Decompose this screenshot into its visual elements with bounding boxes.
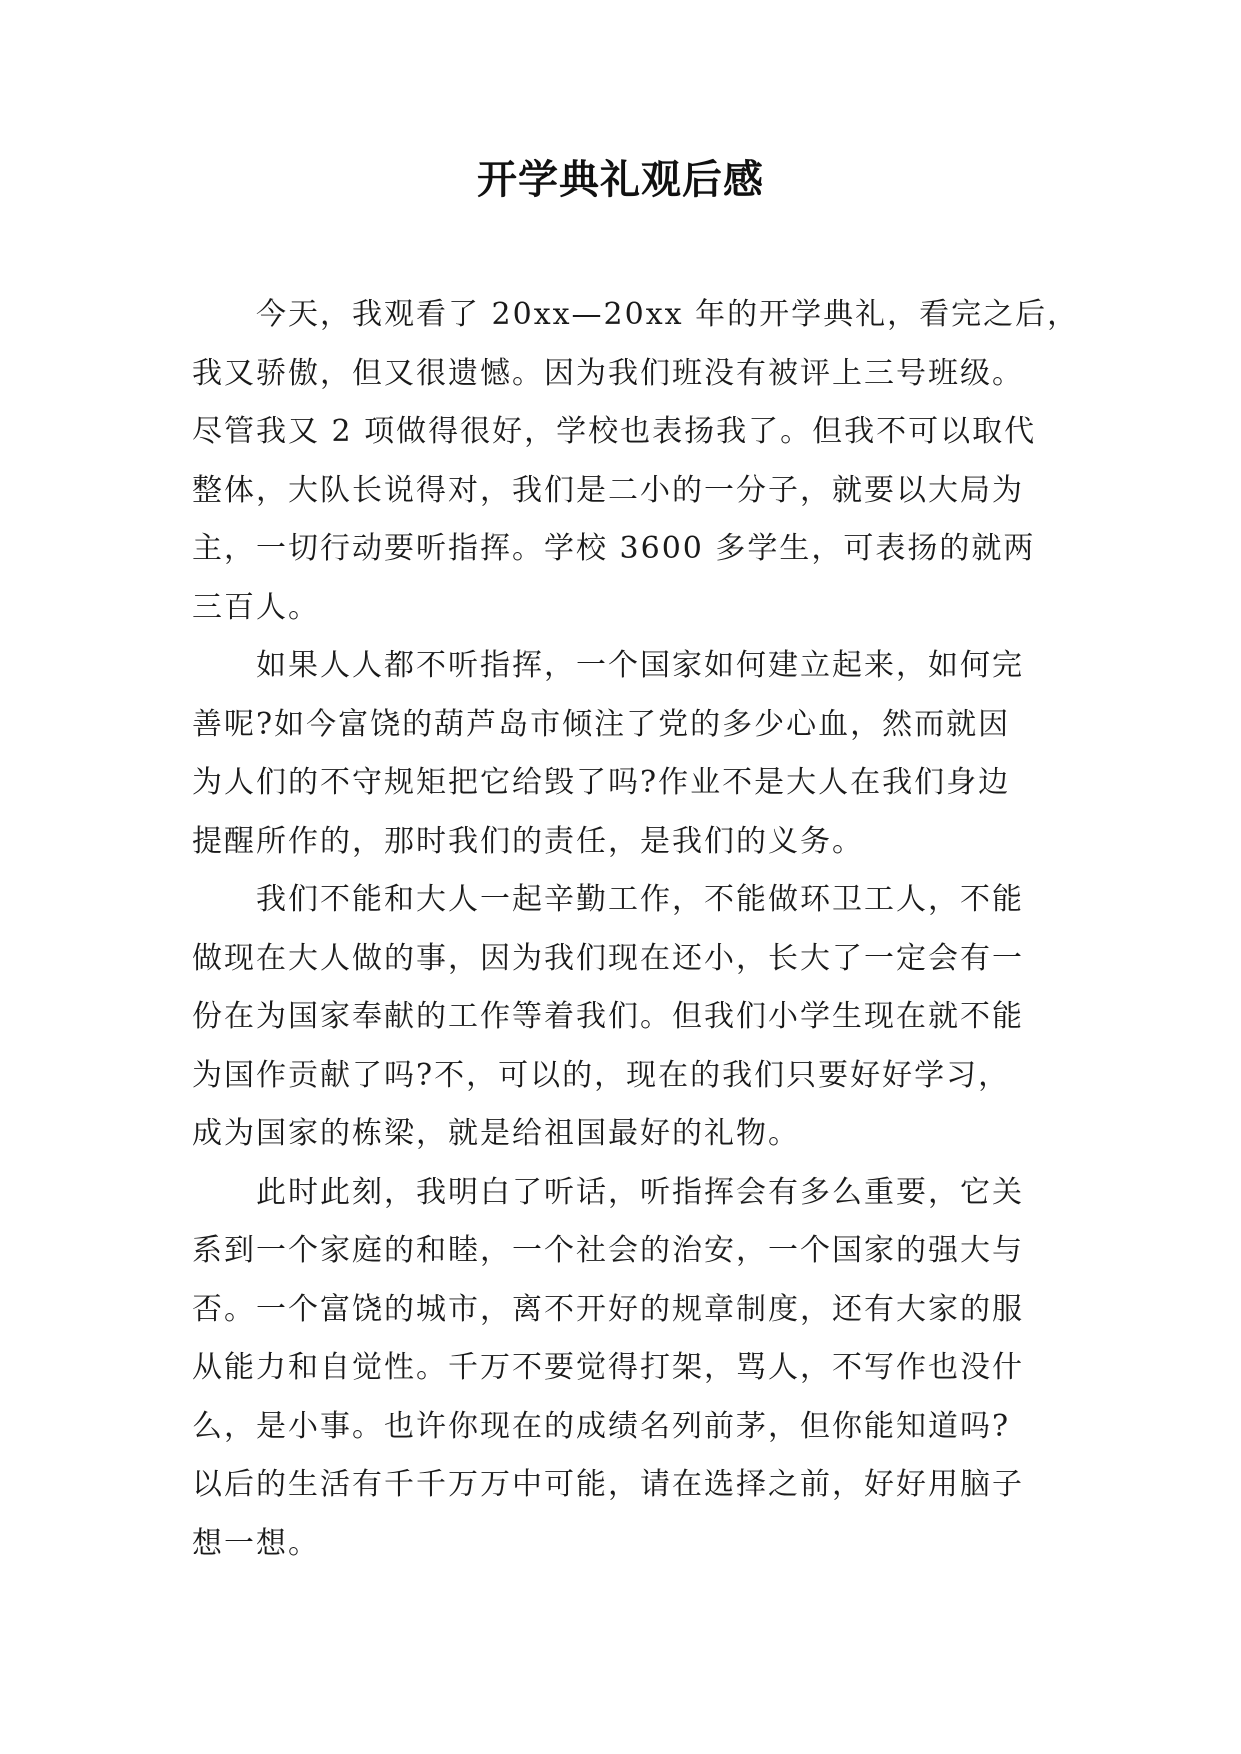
paragraph-line: 今天，我观看了 20xx—20xx 年的开学典礼，看完之后， bbox=[256, 297, 1080, 332]
paragraph-line: 想一想。 bbox=[192, 1525, 320, 1561]
paragraph-line: 么，是小事。也许你现在的成绩名列前茅，但你能知道吗? bbox=[192, 1408, 1011, 1444]
paragraph-4 bbox=[192, 1164, 1072, 1574]
paragraph-line: 三百人。 bbox=[192, 589, 320, 625]
paragraph-line: 从能力和自觉性。千万不要觉得打架，骂人，不写作也没什 bbox=[192, 1350, 1024, 1385]
paragraph-line: 善呢?如今富饶的葫芦岛市倾注了党的多少心血，然而就因 bbox=[192, 706, 1011, 742]
paragraph-line: 如果人人都不听指挥，一个国家如何建立起来，如何完 bbox=[256, 648, 1024, 683]
paragraph-line: 成为国家的栋梁，就是给祖国最好的礼物。 bbox=[192, 1116, 800, 1151]
paragraph-line: 系到一个家庭的和睦，一个社会的治安，一个国家的强大与 bbox=[192, 1233, 1024, 1268]
paragraph-line: 做现在大人做的事，因为我们现在还小，长大了一定会有一 bbox=[192, 940, 1024, 976]
paragraph-line: 为国作贡献了吗?不，可以的，现在的我们只要好好学习， bbox=[192, 1057, 1011, 1093]
paragraph-line: 份在为国家奉献的工作等着我们。但我们小学生现在就不能 bbox=[192, 999, 1024, 1034]
paragraph-2 bbox=[192, 637, 1072, 871]
document-title: 开学典礼观后感 bbox=[477, 157, 764, 203]
paragraph-line: 尽管我又 2 项做得很好，学校也表扬我了。但我不可以取代 bbox=[192, 414, 1037, 449]
paragraph-line: 主，一切行动要听指挥。学校 3600 多学生，可表扬的就两 bbox=[192, 531, 1036, 566]
paragraph-line: 提醒所作的，那时我们的责任，是我们的义务。 bbox=[192, 823, 864, 859]
document-body bbox=[192, 286, 1080, 1573]
paragraph-line: 以后的生活有千千万万中可能，请在选择之前，好好用脑子 bbox=[192, 1467, 1024, 1502]
paragraph-1 bbox=[192, 286, 1080, 637]
paragraph-line: 为人们的不守规矩把它给毁了吗?作业不是大人在我们身边 bbox=[192, 765, 1011, 800]
paragraph-line: 否。一个富饶的城市，离不开好的规章制度，还有大家的服 bbox=[192, 1291, 1024, 1327]
paragraph-line: 我们不能和大人一起辛勤工作，不能做环卫工人，不能 bbox=[256, 882, 1024, 917]
paragraph-line: 整体，大队长说得对，我们是二小的一分子，就要以大局为 bbox=[192, 472, 1024, 508]
paragraph-line: 我又骄傲，但又很遗憾。因为我们班没有被评上三号班级。 bbox=[192, 355, 1024, 391]
paragraph-3 bbox=[192, 871, 1072, 1164]
paragraph-line: 此时此刻，我明白了听话，听指挥会有多么重要，它关 bbox=[256, 1174, 1024, 1210]
